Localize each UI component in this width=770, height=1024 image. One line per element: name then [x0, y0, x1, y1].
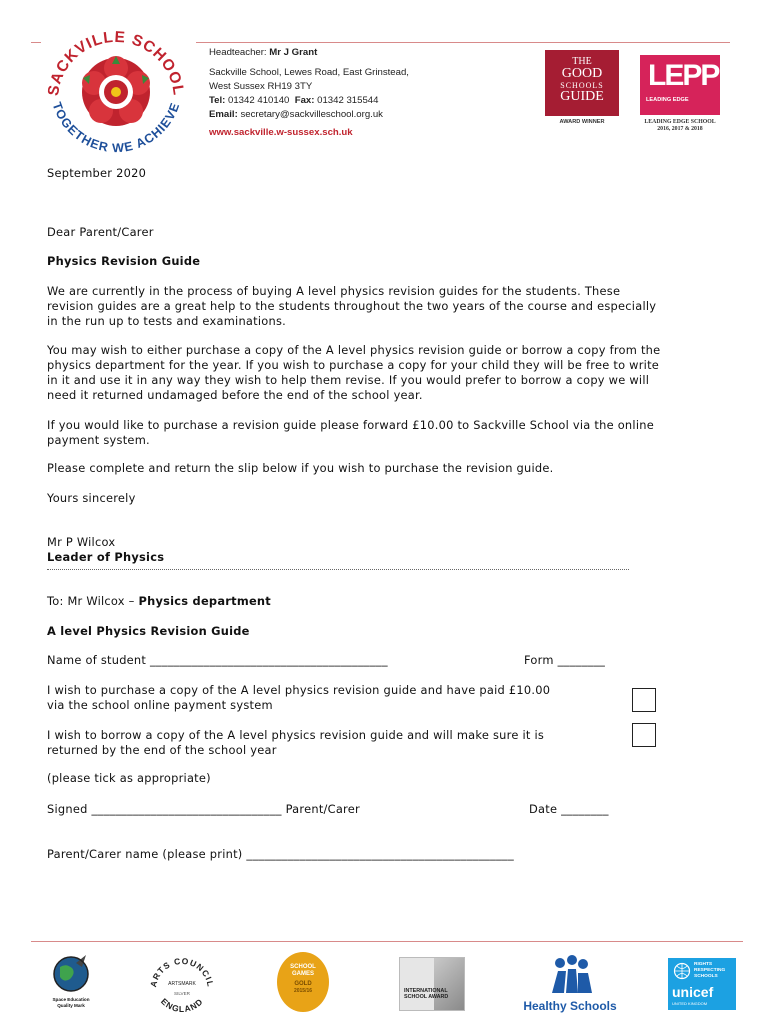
rrs-line2: RESPECTING [694, 968, 726, 973]
para1-line2: revision guides are a great help to the students throughout the two years of the course and especially [47, 299, 657, 313]
para2-line2: physics department for the year. If you wish to purchase a copy for your child they will be free to write [47, 358, 660, 372]
tel-label: Tel: [209, 95, 226, 106]
rrs-line1: RIGHTS [694, 962, 713, 967]
email-row [209, 108, 409, 122]
borrow-option-line1: I wish to borrow a copy of the A level physics revision guide and will make sure it is [47, 728, 545, 742]
fax-value: 01342 315544 [317, 95, 379, 106]
purchase-option-line1: I wish to purchase a copy of the A level physics revision guide and have paid £10.00 [47, 683, 551, 697]
space-caption-line1: Space Education [52, 997, 90, 1002]
para4: Please complete and return the slip below if you wish to purchase the revision guide. [47, 461, 554, 475]
tear-off-dotted-line [47, 569, 629, 570]
isa-line1: INTERNATIONAL [404, 988, 448, 994]
isa-line2: SCHOOL AWARD [404, 994, 449, 1000]
slip-to-prefix: To: Mr Wilcox – [47, 594, 139, 608]
letter-title: Physics Revision Guide [47, 254, 201, 268]
para2-line3: in it and use it in any way they wish to help them revise. If you would prefer to borrow a copy we will [47, 373, 650, 387]
slip-to-line [47, 594, 271, 609]
purchase-option-line2: via the school online payment system [47, 698, 273, 712]
slip-title: A level Physics Revision Guide [47, 624, 250, 638]
website-link[interactable]: www.sackville.w-sussex.sch.uk [209, 127, 353, 138]
borrow-option-line2: returned by the end of the school year [47, 743, 277, 757]
print-name-field[interactable]: Parent/Carer name (please print) _____________________________________________ [47, 847, 514, 861]
gsg-caption: AWARD WINNER [559, 119, 605, 125]
arts-bottom-text: ENGLAND [158, 996, 206, 1015]
people-icon [520, 955, 620, 995]
letter-closing: Yours sincerely [47, 491, 136, 505]
date-field[interactable]: Date ________ [529, 802, 609, 816]
email-label: Email: [209, 109, 238, 120]
unicef-text: unicef [672, 984, 714, 1000]
space-caption-line2: Quality Mark [57, 1003, 85, 1008]
letter-date: September 2020 [47, 166, 147, 180]
headteacher-label: Headteacher: [209, 47, 267, 58]
para3-line1: If you would like to purchase a revision guide please forward £10.00 to Sackville School via the online [47, 418, 654, 432]
header-rule-right [196, 42, 730, 43]
slip-to-dept: Physics department [138, 594, 271, 608]
address-line2: West Sussex RH19 3TY [209, 81, 313, 92]
form-field[interactable]: Form ________ [524, 653, 606, 667]
gsg-line1: THE [572, 56, 592, 67]
signature-field[interactable]: Signed ________________________________ Parent/Carer [47, 802, 360, 816]
arts-level-text: SILVER [174, 991, 190, 996]
para2-line1: You may wish to either purchase a copy of the A level physics revision guide or borrow a copy from the [47, 343, 661, 357]
footer-rule [31, 941, 743, 942]
address-line1: Sackville School, Lewes Road, East Grinstead, [209, 67, 409, 78]
games-year: 2015/16 [293, 988, 313, 994]
gsg-line2: GOOD [561, 66, 603, 81]
purchase-checkbox[interactable] [632, 688, 656, 712]
lepp-caption-line2: 2016, 2017 & 2018 [657, 126, 703, 132]
student-name-field[interactable]: Name of student ________________________________________ [47, 653, 388, 667]
borrow-checkbox[interactable] [632, 723, 656, 747]
signatory-name: Mr P Wilcox [47, 535, 116, 549]
games-line1: SCHOOL [290, 964, 316, 970]
healthy-schools-logo [520, 955, 620, 1011]
signatory-title: Leader of Physics [47, 550, 165, 564]
arts-top-text: ARTS COUNCIL [148, 955, 216, 989]
space-education-logo [46, 953, 96, 1011]
email-value[interactable]: secretary@sackvilleschool.org.uk [240, 109, 383, 120]
school-games-gold-logo [277, 952, 329, 1012]
svg-text:ENGLAND [159, 996, 205, 1014]
games-level: GOLD [294, 981, 312, 987]
phone-row [209, 94, 409, 108]
gsg-line3: SCHOOLS [560, 81, 604, 90]
games-line2: GAMES [291, 971, 314, 977]
para1-line3: in the run up to tests and examinations. [47, 314, 287, 328]
school-contact-block [209, 46, 409, 140]
para1-line1: We are currently in the process of buying A level physics revision guides for the students. These [47, 284, 621, 298]
crest-top-text: SACKVILLE SCHOOL [45, 28, 187, 97]
fax-label: Fax: [294, 95, 315, 106]
tel-value: 01342 410140 [228, 95, 290, 106]
arts-council-logo [146, 950, 218, 1016]
school-crest-logo [36, 20, 196, 165]
rose-icon [82, 56, 150, 126]
headteacher-row [209, 46, 409, 60]
unicef-sub-text: UNITED KINGDOM [672, 1001, 708, 1006]
letter-greeting: Dear Parent/Carer [47, 225, 154, 239]
lepp-caption [632, 119, 728, 133]
tick-note: (please tick as appropriate) [47, 771, 211, 785]
artsmark-text: ARTSMARK [168, 981, 196, 987]
globe-rocket-icon [46, 953, 96, 993]
rrs-line3: SCHOOLS [694, 974, 718, 979]
gsg-line4: GUIDE [560, 89, 604, 104]
international-school-award-logo [399, 957, 465, 1011]
lepp-caption-line1: LEADING EDGE SCHOOL [644, 119, 716, 125]
good-schools-guide-logo [545, 50, 619, 116]
headteacher-name: Mr J Grant [269, 47, 318, 58]
lepp-logo-text: LEPP [648, 59, 719, 92]
lepp-sub-text: LEADING EDGE [646, 97, 689, 103]
para3-line2: payment system. [47, 433, 150, 447]
crest-motto-text: TOGETHER WE ACHIEVE [49, 100, 183, 156]
para2-line4: need it returned undamaged before the end of the school year. [47, 388, 423, 402]
healthy-schools-text: Healthy Schools [523, 999, 617, 1013]
leading-edge-logo [640, 55, 720, 115]
unicef-globe-icon [673, 962, 691, 980]
unicef-rights-respecting-logo [668, 958, 736, 1010]
